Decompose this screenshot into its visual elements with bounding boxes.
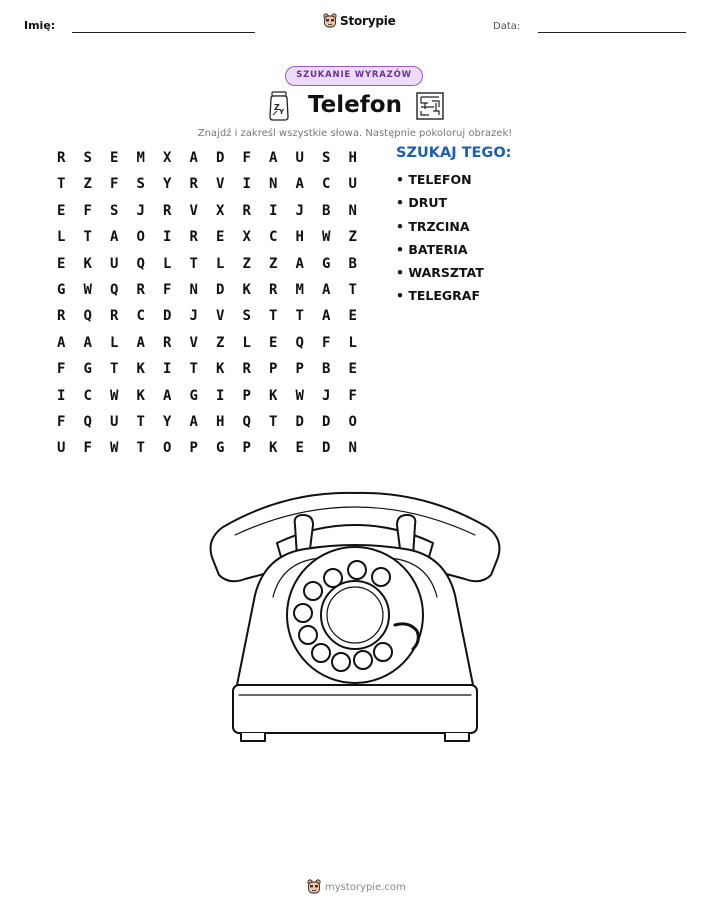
grid-cell[interactable]: Y (163, 413, 172, 430)
grid-cell[interactable]: Z (269, 255, 278, 272)
grid-cell[interactable]: Q (136, 255, 145, 272)
grid-cell[interactable]: R (163, 202, 172, 219)
date-label: Data: (493, 21, 521, 32)
grid-cell[interactable]: W (322, 229, 331, 246)
grid-cell[interactable]: I (163, 229, 172, 246)
grid-cell[interactable]: A (83, 334, 92, 351)
grid-cell[interactable]: F (348, 387, 357, 404)
grid-cell[interactable]: H (295, 229, 304, 246)
grid-cell[interactable]: V (189, 202, 198, 219)
instructions-text: Znajdź i zakreśl wszystkie słowa. Następnie pokoloruj obrazek! (197, 128, 513, 139)
grid-cell[interactable]: K (269, 440, 278, 457)
date-line (538, 32, 686, 33)
grid-cell[interactable]: E (57, 255, 66, 272)
grid-cell[interactable]: Z (242, 255, 251, 272)
word-search-grid[interactable] (48, 147, 366, 464)
grid-cell[interactable]: A (136, 334, 145, 351)
grid-cell[interactable]: P (295, 361, 304, 378)
grid-cell[interactable]: L (242, 334, 251, 351)
grid-cell[interactable]: T (295, 308, 304, 325)
storypie-mascot-icon (323, 13, 337, 29)
grid-cell[interactable]: R (57, 150, 66, 166)
grid-cell[interactable]: F (57, 413, 66, 430)
grid-cell[interactable]: E (110, 150, 119, 166)
grid-cell[interactable]: T (189, 361, 198, 378)
grid-cell[interactable]: V (216, 176, 225, 193)
grid-cell[interactable]: R (189, 176, 198, 193)
grid-cell[interactable]: E (348, 361, 357, 378)
grid-cell[interactable]: E (269, 334, 278, 351)
grid-cell[interactable]: J (322, 387, 331, 404)
grid-cell[interactable]: S (83, 150, 92, 166)
grid-cell[interactable]: O (348, 413, 357, 430)
grid-cell[interactable]: D (216, 281, 225, 298)
grid-cell[interactable]: L (216, 255, 225, 272)
grid-cell[interactable]: A (269, 150, 278, 166)
grid-cell[interactable]: E (216, 229, 225, 246)
grid-cell[interactable]: F (83, 440, 92, 457)
grid-cell[interactable]: N (189, 281, 198, 298)
grid-cell[interactable]: A (57, 334, 66, 351)
grid-cell[interactable]: R (110, 308, 119, 325)
grid-cell[interactable]: E (295, 440, 304, 457)
grid-cell[interactable]: S (110, 202, 119, 219)
grid-cell[interactable]: W (83, 281, 92, 298)
grid-cell[interactable]: I (269, 202, 278, 219)
grid-cell[interactable]: R (269, 281, 278, 298)
grid-cell[interactable]: W (295, 387, 304, 404)
grid-cell[interactable]: A (295, 255, 304, 272)
grid-cell[interactable]: K (136, 361, 145, 378)
grid-cell[interactable]: O (163, 440, 172, 457)
grid-cell[interactable]: M (136, 150, 145, 166)
grid-cell[interactable]: T (269, 413, 278, 430)
grid-cell[interactable]: G (83, 361, 92, 378)
grid-cell[interactable]: W (110, 440, 119, 457)
grid-cell[interactable]: J (189, 308, 198, 325)
grid-cell[interactable]: U (110, 255, 119, 272)
grid-cell[interactable]: T (348, 281, 357, 298)
grid-cell[interactable]: Q (83, 413, 92, 430)
grid-cell[interactable]: T (57, 176, 66, 193)
grid-cell[interactable]: Z (348, 229, 357, 246)
grid-cell[interactable]: Q (110, 281, 119, 298)
grid-cell[interactable]: A (189, 413, 198, 430)
grid-cell[interactable]: G (322, 255, 331, 272)
grid-cell[interactable]: V (189, 334, 198, 351)
grid-cell[interactable]: R (189, 229, 198, 246)
grid-cell[interactable]: D (322, 440, 331, 457)
grid-cell[interactable]: D (216, 150, 225, 166)
grid-cell[interactable]: G (216, 440, 225, 457)
brand-name: Storypie (340, 14, 396, 28)
grid-cell[interactable]: L (57, 229, 66, 246)
grid-cell[interactable]: L (110, 334, 119, 351)
grid-cell[interactable]: Q (83, 308, 92, 325)
grid-cell[interactable]: C (136, 308, 145, 325)
grid-cell[interactable]: B (348, 255, 357, 272)
grid-cell[interactable]: G (189, 387, 198, 404)
word-list-item: • TELEGRAF (396, 287, 484, 310)
grid-cell[interactable]: T (110, 361, 119, 378)
grid-cell[interactable]: R (242, 361, 251, 378)
maze-icon (414, 91, 446, 121)
grid-cell[interactable]: F (83, 202, 92, 219)
word-list-item: • WARSZTAT (396, 264, 484, 287)
grid-cell[interactable]: U (348, 176, 357, 193)
grid-cell[interactable]: K (83, 255, 92, 272)
grid-cell[interactable]: E (348, 308, 357, 325)
brand-logo (323, 13, 396, 29)
grid-cell[interactable]: T (189, 255, 198, 272)
grid-cell[interactable]: H (216, 413, 225, 430)
footer-url: mystorypie.com (325, 881, 406, 893)
grid-cell[interactable]: A (110, 229, 119, 246)
grid-cell[interactable]: J (136, 202, 145, 219)
grid-cell[interactable]: N (348, 440, 357, 457)
word-list-item: • DRUT (396, 194, 484, 217)
grid-cell[interactable]: D (322, 413, 331, 430)
worksheet-title: Telefon (308, 92, 402, 118)
grid-cell[interactable]: Q (242, 413, 251, 430)
grid-cell[interactable]: K (269, 387, 278, 404)
grid-cell[interactable]: Z (83, 176, 92, 193)
grid-cell[interactable]: A (189, 150, 198, 166)
grid-cell[interactable]: I (57, 387, 66, 404)
grid-cell[interactable]: V (216, 308, 225, 325)
grid-cell[interactable]: M (295, 281, 304, 298)
grid-cell[interactable]: N (348, 202, 357, 219)
name-label: Imię: (24, 19, 56, 32)
svg-text:Z: Z (274, 103, 280, 112)
grid-cell[interactable]: F (163, 281, 172, 298)
grid-cell[interactable]: Q (295, 334, 304, 351)
grid-cell[interactable]: U (110, 413, 119, 430)
grid-cell[interactable]: U (57, 440, 66, 457)
grid-cell[interactable]: X (242, 229, 251, 246)
grid-cell[interactable]: R (163, 334, 172, 351)
grid-cell[interactable]: P (242, 440, 251, 457)
word-list-item: • BATERIA (396, 241, 484, 264)
activity-badge: SZUKANIE WYRAZÓW (285, 66, 423, 86)
grid-cell[interactable]: D (163, 308, 172, 325)
grid-cell[interactable]: C (322, 176, 331, 193)
word-list-item: • TELEFON (396, 171, 484, 194)
word-list-item: • TRZCINA (396, 218, 484, 241)
grid-cell[interactable]: T (269, 308, 278, 325)
word-list-title: SZUKAJ TEGO: (396, 145, 512, 161)
grid-cell[interactable]: S (242, 308, 251, 325)
grid-cell[interactable]: P (269, 361, 278, 378)
grid-cell[interactable]: R (242, 202, 251, 219)
grid-cell[interactable]: L (163, 255, 172, 272)
grid-cell[interactable]: I (163, 361, 172, 378)
grid-cell[interactable]: F (57, 361, 66, 378)
grid-cell[interactable]: R (57, 308, 66, 325)
grid-cell[interactable]: I (216, 387, 225, 404)
grid-cell[interactable]: T (83, 229, 92, 246)
grid-cell[interactable]: A (163, 387, 172, 404)
name-line (72, 32, 255, 33)
rotary-telephone-drawing (195, 485, 515, 750)
grid-cell[interactable]: A (295, 176, 304, 193)
grid-cell[interactable]: K (242, 281, 251, 298)
grid-cell[interactable]: L (348, 334, 357, 351)
grid-cell[interactable]: X (163, 150, 172, 166)
grid-cell[interactable]: N (269, 176, 278, 193)
grid-cell[interactable]: F (242, 150, 251, 166)
svg-text:Y: Y (279, 108, 285, 116)
grid-cell[interactable]: B (322, 202, 331, 219)
grid-cell[interactable]: F (110, 176, 119, 193)
grid-cell[interactable]: W (110, 387, 119, 404)
grid-cell[interactable]: H (348, 150, 357, 166)
grid-cell[interactable]: T (136, 413, 145, 430)
grid-cell[interactable]: P (189, 440, 198, 457)
grid-cell[interactable]: Y (163, 176, 172, 193)
footer (307, 879, 406, 895)
grid-cell[interactable]: F (322, 334, 331, 351)
grid-cell[interactable]: K (136, 387, 145, 404)
grid-cell[interactable]: Z (216, 334, 225, 351)
grid-cell[interactable]: A (322, 308, 331, 325)
word-list (396, 171, 484, 311)
grid-cell[interactable]: S (322, 150, 331, 166)
grid-cell[interactable]: T (136, 440, 145, 457)
grid-cell[interactable]: A (322, 281, 331, 298)
grid-cell[interactable]: C (83, 387, 92, 404)
storypie-mascot-icon (307, 879, 321, 895)
grid-cell[interactable]: U (295, 150, 304, 166)
grid-cell[interactable]: P (242, 387, 251, 404)
grid-cell[interactable]: I (242, 176, 251, 193)
grid-cell[interactable]: J (295, 202, 304, 219)
grid-cell[interactable]: C (269, 229, 278, 246)
grid-cell[interactable]: E (57, 202, 66, 219)
grid-cell[interactable]: D (295, 413, 304, 430)
grid-cell[interactable]: B (322, 361, 331, 378)
grid-cell[interactable]: S (136, 176, 145, 193)
grid-cell[interactable]: K (216, 361, 225, 378)
grid-cell[interactable]: O (136, 229, 145, 246)
grid-cell[interactable]: X (216, 202, 225, 219)
grid-cell[interactable]: G (57, 281, 66, 298)
grid-cell[interactable]: R (136, 281, 145, 298)
